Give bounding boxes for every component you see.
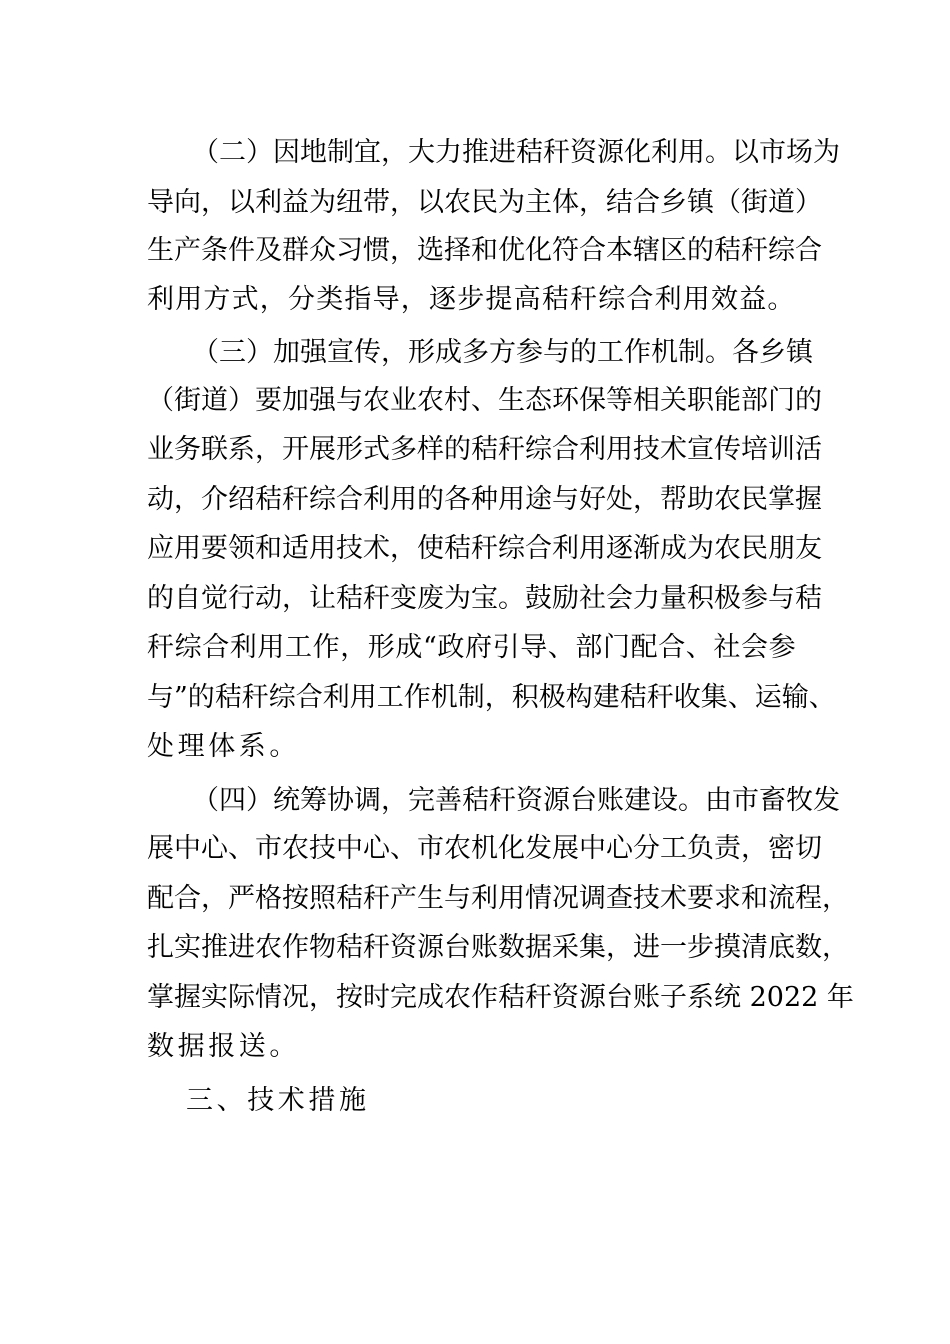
paragraph-line: （二）因地制宜，大力推进秸秆资源化利用。以市场为 <box>192 137 840 168</box>
paragraph-line: 秆综合利用工作，形成“政府引导、部门配合、社会参 <box>147 632 797 663</box>
section-heading: 三、技术措施 <box>186 1085 370 1116</box>
paragraph-line: 配合，严格按照秸秆产生与利用情况调查技术要求和流程， <box>147 883 849 914</box>
paragraph-line: 动，介绍秸秆综合利用的各种用途与好处，帮助农民掌握 <box>147 484 822 515</box>
paragraph-line: 掌握实际情况，按时完成农作秸秆资源台账子系统 2022 年 <box>147 982 854 1013</box>
paragraph-line: 导向，以利益为纽带，以农民为主体，结合乡镇（街道） <box>147 187 822 218</box>
paragraph-line: （街道）要加强与农业农村、生态环保等相关职能部门的 <box>147 385 822 416</box>
paragraph-line: 处理体系。 <box>147 731 300 762</box>
paragraph-line: 应用要领和适用技术，使秸秆综合利用逐渐成为农民朋友 <box>147 533 822 564</box>
paragraph-line: （三）加强宣传，形成多方参与的工作机制。各乡镇 <box>192 337 813 368</box>
paragraph-line: 利用方式，分类指导，逐步提高秸秆综合利用效益。 <box>147 284 796 315</box>
paragraph-line: 生产条件及群众习惯，选择和优化符合本辖区的秸秆综合 <box>147 235 822 266</box>
paragraph-line: （四）统筹协调，完善秸秆资源台账建设。由市畜牧发 <box>192 785 840 816</box>
paragraph-line: 数据报送。 <box>147 1031 300 1062</box>
paragraph-line: 展中心、市农技中心、市农机化发展中心分工负责，密切 <box>147 833 822 864</box>
paragraph-line: 与”的秸秆综合利用工作机制，积极构建秸秆收集、运输、 <box>147 682 836 713</box>
paragraph-line: 扎实推进农作物秸秆资源台账数据采集，进一步摸清底数， <box>147 932 849 963</box>
paragraph-line: 业务联系，开展形式多样的秸秆综合利用技术宣传培训活 <box>147 434 822 465</box>
paragraph-line: 的自觉行动，让秸秆变废为宝。鼓励社会力量积极参与秸 <box>147 583 822 614</box>
